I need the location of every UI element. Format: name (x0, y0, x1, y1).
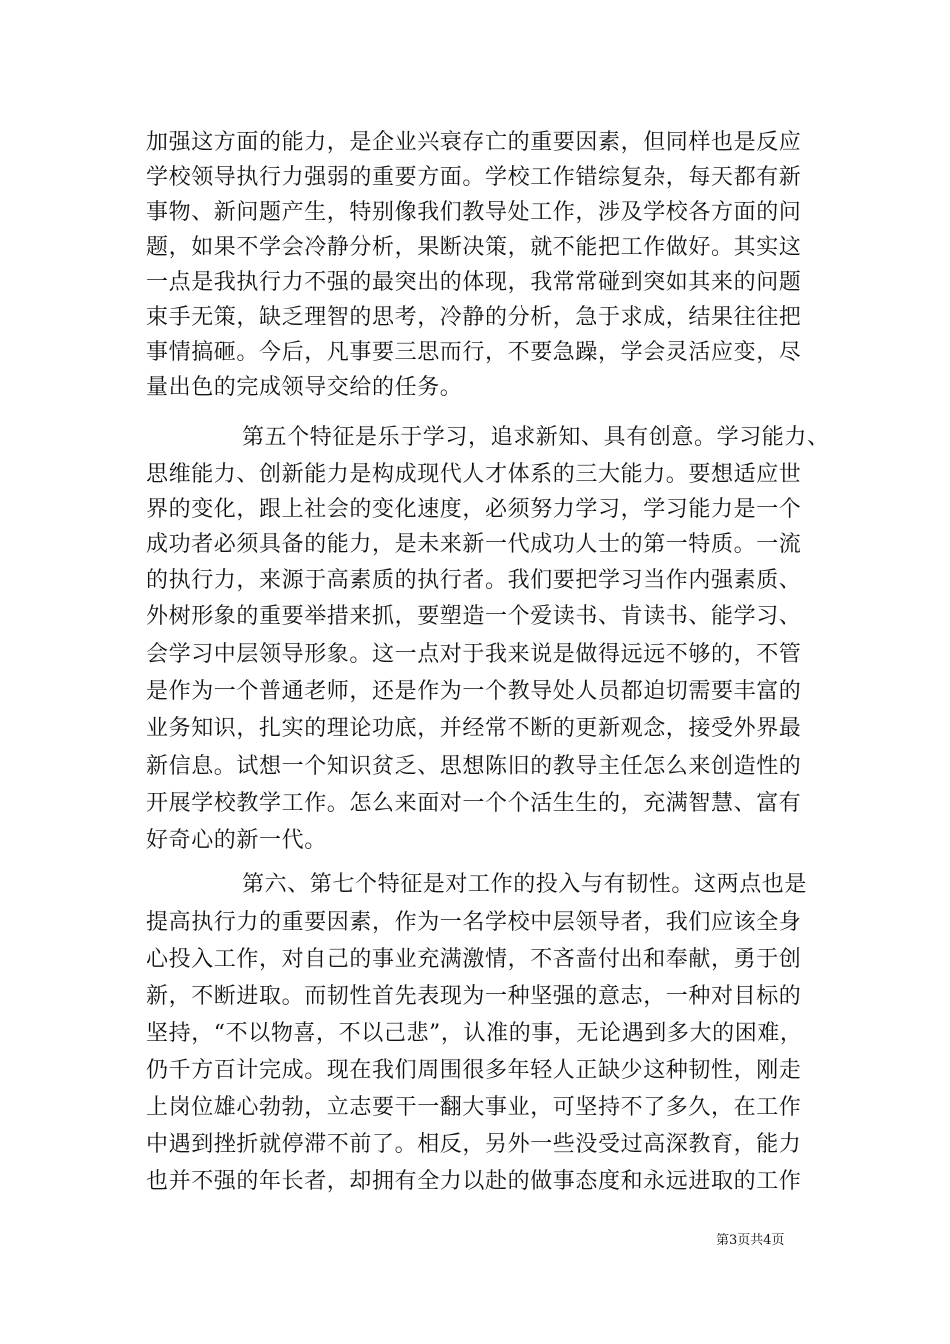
text-line: 提高执行力的重要因素，作为一名学校中层领导者，我们应该全身 (146, 910, 802, 935)
text-line: 外树形象的重要举措来抓，要塑造一个爱读书、肯读书、能学习、 (146, 604, 802, 629)
text-line: 事情搞砸。今后，凡事要三思而行，不要急躁，学会灵活应变，尽 (146, 340, 802, 365)
text-line: 新信息。试想一个知识贫乏、思想陈旧的教导主任怎么来创造性的 (146, 754, 802, 779)
text-line: 的执行力，来源于高素质的执行者。我们要把学习当作内强素质、 (146, 568, 802, 593)
text-line: 加强这方面的能力，是企业兴衰存亡的重要因素，但同样也是反应 (146, 130, 802, 155)
text-line: 也并不强的年长者，却拥有全力以赴的做事态度和永远进取的工作 (146, 1169, 802, 1194)
text-line: 会学习中层领导形象。这一点对于我来说是做得远远不够的，不管 (146, 642, 802, 667)
text-line: 坚持，“不以物喜，不以己悲”，认准的事，无论遇到多大的困难， (146, 1021, 803, 1046)
text-line: 思维能力、创新能力是构成现代人才体系的三大能力。要想适应世 (146, 462, 802, 487)
text-line: 量出色的完成领导交给的任务。 (146, 375, 463, 400)
text-line: 是作为一个普通老师，还是作为一个教导处人员都迫切需要丰富的 (146, 679, 802, 704)
text-line: 好奇心的新一代。 (146, 828, 327, 853)
text-line: 上岗位雄心勃勃，立志要干一翻大事业，可坚持不了多久，在工作 (146, 1095, 802, 1120)
text-line: 题，如果不学会冷静分析，果断决策，就不能把工作做好。其实这 (146, 235, 802, 260)
text-line: 开展学校教学工作。怎么来面对一个个活生生的，充满智慧、富有 (146, 791, 802, 816)
text-line: 成功者必须具备的能力，是未来新一代成功人士的第一特质。一流 (146, 532, 802, 557)
text-line: 中遇到挫折就停滞不前了。相反，另外一些没受过高深教育，能力 (146, 1132, 802, 1157)
text-line: 新，不断进取。而韧性首先表现为一种坚强的意志，一种对目标的 (146, 984, 802, 1009)
page-number: 第3页共4页 (716, 1233, 785, 1248)
paragraph-first-line: 第五个特征是乐于学习，追求新知、具有创意。学习能力、 (242, 425, 830, 450)
text-line: 心投入工作，对自己的事业充满激情，不吝啬付出和奉献，勇于创 (146, 947, 802, 972)
paragraph-first-line: 第六、第七个特征是对工作的投入与有韧性。这两点也是 (242, 872, 808, 897)
text-line: 束手无策，缺乏理智的思考，冷静的分析，急于求成，结果往往把 (146, 305, 802, 330)
text-line: 学校领导执行力强弱的重要方面。学校工作错综复杂，每天都有新 (146, 165, 802, 190)
text-line: 仍千方百计完成。现在我们周围很多年轻人正缺少这种韧性，刚走 (146, 1058, 802, 1083)
text-line: 界的变化，跟上社会的变化速度，必须努力学习，学习能力是一个 (146, 497, 802, 522)
text-line: 一点是我执行力不强的最突出的体现，我常常碰到突如其来的问题 (146, 270, 802, 295)
text-line: 事物、新问题产生，特别像我们教导处工作，涉及学校各方面的问 (146, 200, 802, 225)
text-line: 业务知识，扎实的理论功底，并经常不断的更新观念，接受外界最 (146, 716, 802, 741)
